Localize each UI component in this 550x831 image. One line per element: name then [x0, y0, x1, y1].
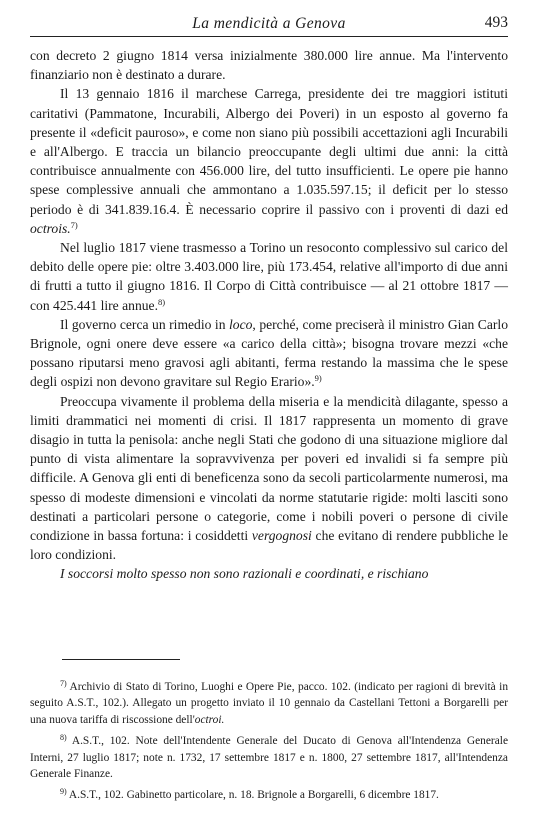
footnote-ref-7[interactable]: 7) [70, 219, 78, 230]
footnote-7: $^{7)}$ Archivio di Stato di Torino, Luoghi e Opere Pie, pacco. 102. (indicato per ragioni di brevità in seguito A.S.T., 102.). Allegato un progetto inviato il 10 gennaio da Castellani Tettoni a Borgarelli per una nuova tariffa di riscossione dell'octroi. [30, 679, 509, 726]
paragraph-5: Preoccupa vivamente il problema della miseria e la mendicità dilagante, spesso a limiti drammatici nei momenti di crisi. Il 1817 rappresenta un momento di grave disagio in tutta la penisola: anche negli Stati che godono di una situazione migliore dal punto di vista alimentare la sopravvivenza per poveri ed invalidi si fa sempre più difficile. A Genova gli enti di beneficenza sono da secoli particolarmente numerosi, ma spesso di modeste dimensioni e vincolati da norme statutarie rigide: molti lasciti sono destinati a particolari persone o categorie, come i nobili poveri o persone di civile condizione in bassa fortuna: i cosiddetti vergognosi che evitano di rendere pubbliche le loro condizioni. [30, 393, 508, 563]
paragraph-2: Il 13 gennaio 1816 il marchese Carrega, presidente dei tre maggiori istituti caritativi (Pammatone, Incurabili, Albergo dei Poveri) in un esposto al governo fa presente il «deficit pauroso», e come non siano più possibili accettazioni agli Incurabili e all'Albergo. E traccia un bilancio preoccupante degli ultimi due anni: la città contribuisce annualmente con 456.000 lire, del tutto insufficienti. Le opere pie hanno spese complessive annuali che ammontano a 1.035.597.15; il deficit per lo stesso periodo è di 341.839.16.4. È necessario coprire il passivo con i proventi di dazi ed octrois.$^{7)}$ [30, 86, 508, 236]
footnote-8: $^{8)}$ A.S.T., 102. Note dell'Intendente Generale del Ducato di Genova all'Intendenza Generale Interni, 27 luglio 1817; note n. 1732, 17 settembre 1817 e n. 1800, 27 settembre 1817, all'Intendenza Generale Finanze. [30, 733, 509, 781]
footnote-ref-8[interactable]: 8) [157, 296, 166, 307]
body-text [30, 46, 508, 584]
paragraph-3: Nel luglio 1817 viene trasmesso a Torino un resoconto complessivo sul carico del debito delle opere pie: oltre 3.403.000 lire, più 173.454, relative all'importo di due anni di frutti a tutto il giugno 1816. Il Corpo di Città contribuisce — al 21 ottobre 1817 — con 425.441 lire annue.$^{8)}$ [30, 240, 508, 313]
running-title: La mendicità a Genova [192, 15, 346, 32]
page-number: 493 [484, 14, 508, 31]
paragraph-6: I soccorsi molto spesso non sono razionali e coordinati, e rischiano [60, 566, 429, 582]
paragraph-4: Il governo cerca un rimedio in loco, perché, come preciserà il ministro Gian Carlo Brignole, ogni onere deve essere «a carico della città»; bisogna trovare mezzi «che possano riputarsi meno gravosi agli abitanti, ferma restando la massima che le spese degli ospizi non devono gravitare sul Regio Erario».$^{9)}$ [30, 316, 508, 390]
footnote-divider [62, 659, 180, 660]
paragraph-1: con decreto 2 giugno 1814 versa inizialmente 380.000 lire annue. Ma l'intervento finanziario non è destinato a durare. [30, 48, 508, 83]
footnotes [30, 679, 508, 809]
footnote-9: $^{9)}$ A.S.T., 102. Gabinetto particolare, n. 18. Brignole a Borgarelli, 6 dicembre 1817. [60, 787, 439, 802]
footnote-ref-9[interactable]: 9) [314, 373, 322, 384]
page-header [30, 12, 508, 37]
